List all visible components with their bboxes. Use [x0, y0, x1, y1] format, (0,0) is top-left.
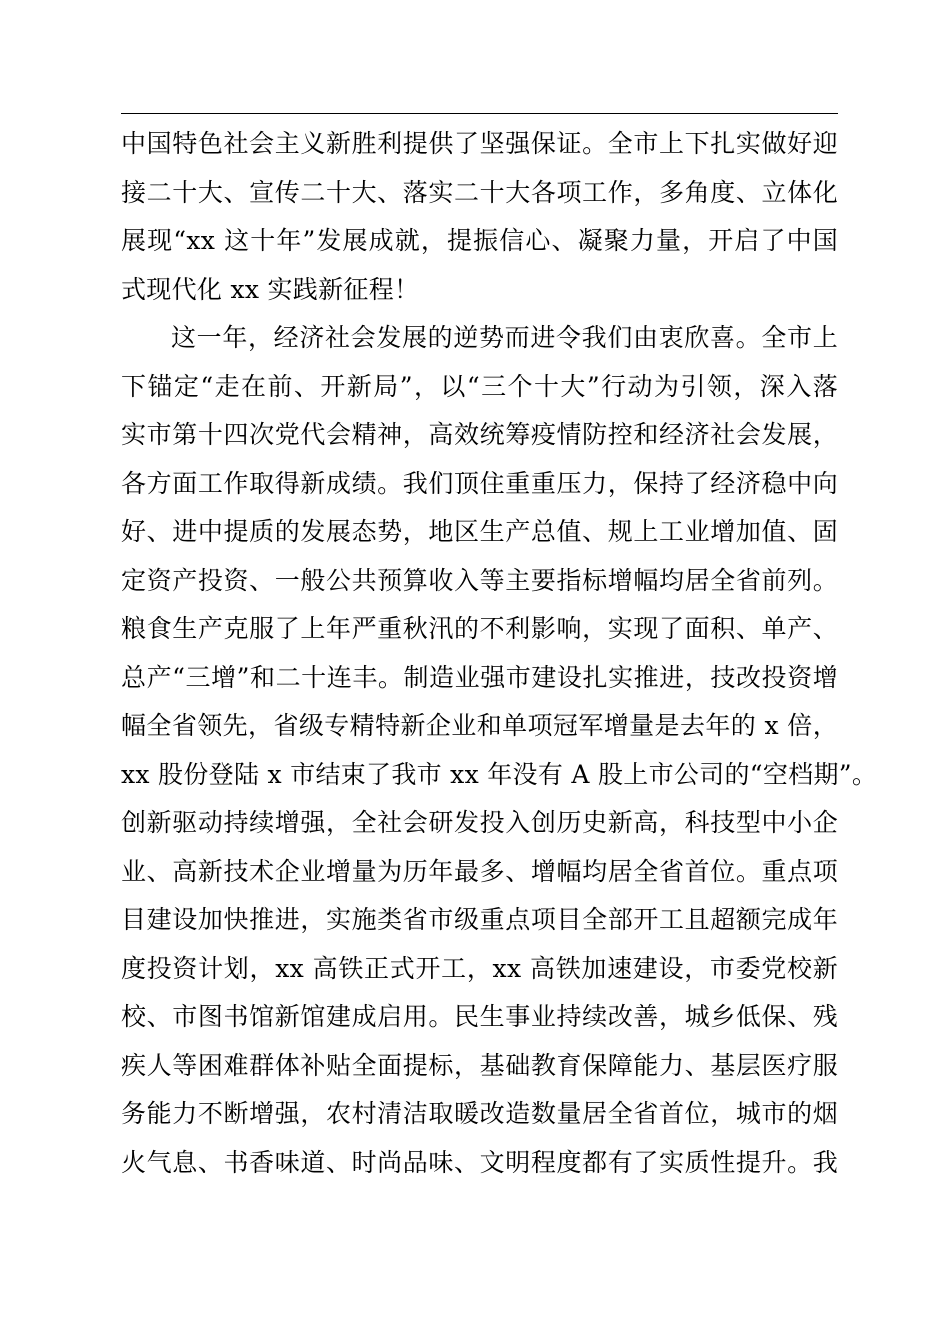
text-line: 粮食生产克服了上年严重秋汛的不利影响，实现了面积、单产、	[121, 614, 838, 643]
text-line: 校、市图书馆新馆建成启用。民生事业持续改善，城乡低保、残	[121, 1002, 838, 1031]
text-line: 疾人等困难群体补贴全面提标，基础教育保障能力、基层医疗服	[121, 1050, 838, 1080]
text-line: 火气息、书香味道、时尚品味、文明程度都有了实质性提升。我	[121, 1147, 838, 1177]
text-line: 好、进中提质的发展态势，地区生产总值、规上工业增加值、固	[121, 517, 838, 546]
text-line: 目建设加快推进，实施类省市级重点项目全部开工且超额完成年	[121, 905, 838, 934]
text-line: 业、高新技术企业增量为历年最多、增幅均居全省首位。重点项	[121, 856, 838, 886]
text-line: 接二十大、宣传二十大、落实二十大各项工作，多角度、立体化	[121, 177, 838, 207]
text-line: 幅全省领先，省级专精特新企业和单项冠军增量是去年的 x 倍，	[121, 711, 838, 740]
header-rule	[121, 113, 838, 114]
text-line: 式现代化 xx 实践新征程！	[121, 274, 420, 304]
document-body	[121, 124, 878, 1191]
text-line: 务能力不断增强，农村清洁取暖改造数量居全省首位，城市的烟	[121, 1099, 838, 1128]
text-line: 创新驱动持续增强，全社会研发投入创历史新高，科技型中小企	[121, 808, 838, 837]
text-line: 展现“xx 这十年”发展成就，提振信心、凝聚力量，开启了中国	[121, 226, 838, 255]
paragraph-2	[121, 318, 878, 1191]
text-line: 定资产投资、一般公共预算收入等主要指标增幅均居全省前列。	[121, 565, 838, 595]
text-line: 这一年，经济社会发展的逆势而进令我们由衷欣喜。全市上	[171, 323, 838, 352]
text-line: xx 股份登陆 x 市结束了我市 xx 年没有 A 股上市公司的“空档期”。	[121, 759, 878, 789]
text-line: 度投资计划，xx 高铁正式开工，xx 高铁加速建设，市委党校新	[121, 953, 838, 983]
text-line: 实市第十四次党代会精神，高效统筹疫情防控和经济社会发展，	[121, 420, 838, 449]
paragraph-1	[121, 124, 838, 318]
text-line: 总产“三增”和二十连丰。制造业强市建设扎实推进，技改投资增	[121, 662, 838, 692]
text-line: 中国特色社会主义新胜利提供了坚强保证。全市上下扎实做好迎	[121, 129, 838, 158]
text-line: 下锚定“走在前、开新局”，以“三个十大”行动为引领，深入落	[121, 371, 838, 401]
text-line: 各方面工作取得新成绩。我们顶住重重压力，保持了经济稳中向	[121, 468, 838, 498]
